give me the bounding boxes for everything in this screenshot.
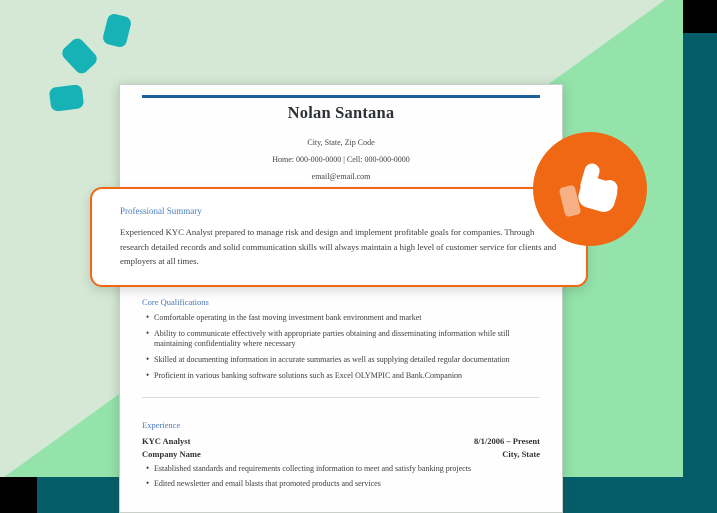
resume-name: Nolan Santana	[287, 103, 395, 122]
job-company-row	[142, 448, 540, 461]
list-item: • Comfortable operating in the fast moving investment bank environment and market	[142, 313, 538, 323]
contact-phones: Home: 000-000-0000 | Cell: 000-000-0000	[272, 155, 410, 164]
job-location: City, State	[502, 448, 540, 459]
header-rule	[142, 95, 540, 98]
list-item: • Established standards and requirements collecting information to meet and satisfy banking projects	[142, 464, 538, 474]
job-dates: 8/1/2006 – Present	[474, 436, 540, 446]
section-core-qualifications	[142, 297, 540, 387]
professional-summary-text: Experienced KYC Analyst prepared to manage risk and design and implement profitable goals for companies. Through research detailed records and solid communication skills will always maintain a high level of customer service for clients and employers at all times.	[120, 227, 557, 267]
section-experience	[142, 420, 540, 495]
contact-email: email@email.com	[311, 172, 371, 181]
experience-list	[142, 464, 540, 490]
core-qualifications-list	[142, 313, 540, 381]
list-item: • Ability to communicate effectively with appropriate parties obtaining and disseminating information while still maintaining confidentiality where necessary	[142, 329, 538, 350]
brush-dab	[59, 36, 99, 76]
right-edge-bar	[683, 33, 717, 513]
list-item: • Proficient in various banking software solutions such as Excel OLYMPIC and Bank.Companion	[142, 371, 538, 381]
thumbs-up-badge	[533, 132, 647, 246]
job-company: Company Name	[142, 448, 201, 459]
brush-dab	[49, 84, 85, 112]
resume-document	[119, 84, 563, 513]
professional-summary-callout	[90, 187, 588, 287]
job-title: KYC Analyst	[142, 436, 191, 446]
thumbs-up-icon	[533, 132, 647, 246]
list-item: • Edited newsletter and email blasts that promoted products and services	[142, 479, 538, 489]
bottom-left-black-corner	[0, 477, 37, 513]
top-right-black-corner	[683, 0, 717, 33]
core-qualifications-heading: Core Qualifications	[142, 297, 209, 307]
experience-heading: Experience	[142, 420, 181, 430]
list-item: • Skilled at documenting information in accurate summaries as well as supplying detailed regular documentation	[142, 355, 538, 365]
brush-dab	[102, 13, 133, 49]
section-divider	[142, 397, 540, 398]
professional-summary-heading: Professional Summary	[120, 206, 202, 216]
job-title-row	[142, 435, 540, 448]
contact-address: City, State, Zip Code	[307, 138, 375, 147]
